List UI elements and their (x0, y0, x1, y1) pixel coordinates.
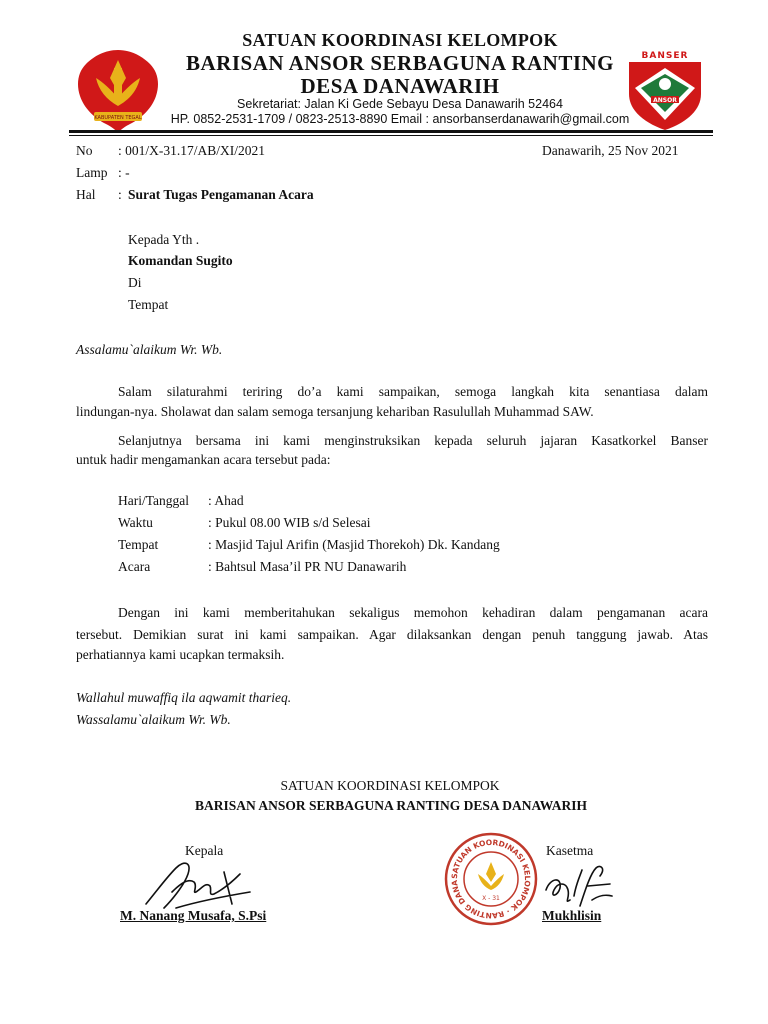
right-signer-name: Mukhlisin (542, 908, 602, 923)
official-stamp (444, 832, 538, 926)
paragraph-2-line1: Selanjutnya bersama ini kami menginstruksikan kepada seluruh jajaran Kasatkorkel Banser (118, 433, 708, 448)
letterhead-address: Sekretariat: Jalan Ki Gede Sebayu Desa Danawarih 52464 (237, 97, 563, 111)
letterhead-org-line1: SATUAN KOORDINASI KELOMPOK (242, 30, 558, 50)
letterhead-org-line3: DESA DANAWARIH (300, 74, 500, 98)
recipient-tempat: Tempat (128, 297, 169, 312)
greeting: Assalamu`alaikum Wr. Wb. (76, 342, 223, 357)
detail-label: Tempat (118, 537, 159, 552)
letterhead-divider-thick (69, 130, 713, 133)
detail-label: Waktu (118, 515, 153, 530)
detail-value: : Masjid Tajul Arifin (Masjid Thorekoh) Dk. Kandang (208, 537, 500, 552)
signature-org-line1: SATUAN KOORDINASI KELOMPOK (280, 778, 500, 793)
paragraph-1-line2: lindungan-nya. Sholawat dan salam semoga tersanjung kehariban Rasulullah Muhammad SAW. (76, 404, 594, 419)
detail-label: Acara (118, 559, 151, 574)
banser-logo-top-text: BANSER (641, 51, 689, 61)
paragraph-3-line2: tersebut. Demikian surat ini kami sampaikan. Agar dilaksankan dengan penuh tanggung jawab. Atas (76, 627, 708, 642)
recipient-name: Komandan Sugito (128, 253, 233, 268)
place-date: Danawarih, 25 Nov 2021 (542, 143, 679, 158)
closing-line2: Wassalamu`alaikum Wr. Wb. (76, 712, 231, 727)
stamp-ring-text: SATUAN KOORDINASI KELOMPOK · RANTING DANA (449, 837, 533, 921)
stamp-code: X - 31 (482, 895, 500, 902)
letterhead-org-line2: BARISAN ANSOR SERBAGUNA RANTING (186, 51, 614, 75)
detail-value: : Pukul 08.00 WIB s/d Selesai (208, 515, 371, 530)
no-value: : 001/X-31.17/AB/XI/2021 (118, 143, 265, 158)
banser-logo-bottom-text: ANSOR (653, 97, 677, 104)
left-emblem-text: KABUPATEN TEGAL (94, 115, 142, 121)
left-signer-title: Kepala (185, 843, 224, 858)
detail-value: : Bahtsul Masa’il PR NU Danawarih (208, 559, 407, 574)
hal-value: Surat Tugas Pengamanan Acara (128, 187, 314, 202)
no-label: No (76, 143, 93, 158)
recipient-line1: Kepada Yth . (128, 232, 200, 247)
paragraph-3-line3: perhatiannya kami ucapkan termaksih. (76, 647, 285, 662)
right-signer-title: Kasetma (546, 843, 594, 858)
paragraph-2-line2: untuk hadir mengamankan acara tersebut pada: (76, 452, 331, 467)
recipient-di: Di (128, 275, 142, 290)
detail-label: Hari/Tanggal (118, 493, 190, 508)
left-signature (136, 852, 256, 916)
detail-value: : Ahad (208, 493, 244, 508)
hal-label: Hal (76, 187, 96, 202)
hal-colon: : (118, 187, 122, 202)
paragraph-3-line1: Dengan ini kami memberitahukan sekaligus memohon kehadiran dalam pengamanan acara (118, 605, 708, 620)
left-signer-name: M. Nanang Musafa, S.Psi (120, 908, 267, 923)
lamp-label: Lamp (76, 165, 108, 180)
lamp-value: : - (118, 165, 130, 180)
closing-line1: Wallahul muwaffiq ila aqwamit tharieq. (76, 690, 292, 705)
letterhead-contact: HP. 0852-2531-1709 / 0823-2513-8890 Email : ansorbanserdanawarih@gmail.com (170, 112, 630, 126)
paragraph-1-line1: Salam silaturahmi teriring do’a kami sampaikan, semoga langkah kita senantiasa dalam (118, 384, 708, 399)
signature-org-line2: BARISAN ANSOR SERBAGUNA RANTING DESA DANAWARIH (195, 798, 587, 813)
letterhead-divider-thin (69, 135, 713, 136)
